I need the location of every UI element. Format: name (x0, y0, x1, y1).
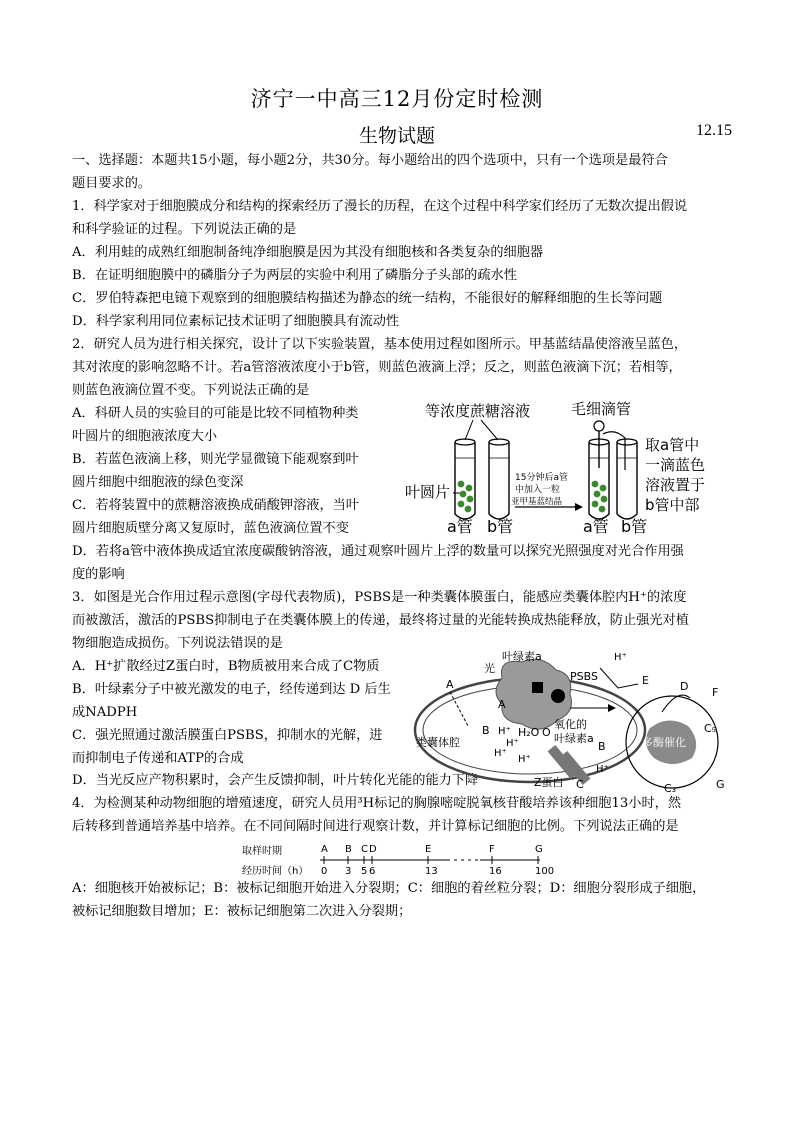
svg-text:H⁺: H⁺ (596, 764, 609, 775)
timeline-time-label: 0 (321, 866, 328, 877)
text-line: 后转移到普通培养基中培养。在不同间隔时间进行观察计数，并计算标记细胞的比例。下列说法正确的是 (72, 819, 679, 834)
svg-text:A: A (446, 678, 454, 691)
timeline-point-label: A (321, 844, 328, 855)
tube-a-left (455, 439, 475, 519)
q2-option-b: B．若蓝色液滴上移，则光学显微镜下能观察到叶 (72, 452, 359, 467)
svg-text:溶液置于: 溶液置于 (645, 476, 706, 494)
svg-text:a管: a管 (583, 517, 609, 536)
tube-b-right (617, 439, 637, 519)
timeline-time-label: 13 (425, 866, 438, 877)
text-line: 一、选择题：本题共15小题，每小题2分，共30分。每小题给出的四个选项中，只有一个选项是最符合 (72, 153, 668, 168)
timeline-time-label: 100 (535, 866, 555, 877)
timeline-time-label: 16 (489, 866, 502, 877)
q3-option-a: A．H⁺扩散经过Z蛋白时，B物质被用来合成了C物质 (72, 659, 380, 674)
section-intro (72, 149, 724, 402)
timeline-row1-label: 取样时期 (242, 846, 282, 857)
question-1-stem: 1．科学家对于细胞膜成分和结构的探索经历了漫长的历程，在这个过程中科学家们经历了无数次提出假说 (72, 199, 688, 214)
q4-stem-block (72, 792, 724, 838)
svg-text:B: B (482, 724, 490, 737)
text-line: A：细胞核开始被标记；B：被标记细胞开始进入分裂期；C：细胞的着丝粒分裂；D：细胞分裂形成子细胞， (72, 881, 706, 896)
q2-options-column (72, 402, 402, 540)
q3-option-d: D．当光反应产物积累时，会产生反馈抑制，叶片转化光能的能力下降 (72, 773, 479, 788)
svg-text:PSBS: PSBS (570, 670, 598, 683)
svg-text:H⁺: H⁺ (614, 652, 627, 663)
q3-options-column (72, 655, 412, 770)
svg-text:取a管中: 取a管中 (645, 436, 700, 454)
text-line: 则蓝色液滴位置不变。下列说法正确的是 (72, 383, 310, 398)
text-line: 物细胞造成损伤。下列说法错误的是 (72, 636, 283, 651)
q4-notes (72, 877, 724, 923)
svg-text:多酶催化: 多酶催化 (642, 736, 686, 749)
tube-a-label: a管 (447, 517, 473, 536)
q1-option-d: D．科学家利用同位素标记技术证明了细胞膜具有流动性 (72, 314, 400, 329)
text-line: 成NADPH (72, 705, 138, 720)
timeline-time-label: 5 (361, 866, 368, 877)
svg-text:Z蛋白: Z蛋白 (534, 776, 564, 789)
text-line: 题目要求的。 (72, 176, 152, 191)
q2-q3-block (72, 540, 724, 655)
q1-option-c: C．罗伯特森把电镜下观察到的细胞膜结构描述为静态的统一结构，不能很好的解释细胞的生长等问题 (72, 291, 663, 306)
q3-option-c: C．强光照通过激活膜蛋白PSBS，抑制水的光解，进 (72, 728, 383, 743)
svg-text:D: D (680, 680, 689, 693)
text-line: 被标记细胞数目增加；E：被标记细胞第二次进入分裂期； (72, 904, 412, 919)
label-dropper: 毛细滴管 (571, 400, 632, 418)
question-2-stem: 2．研究人员为进行相关探究，设计了以下实验装置，基本使用过程如图所示。甲基蓝结晶使溶液呈蓝色， (72, 337, 688, 352)
svg-text:H⁺: H⁺ (494, 748, 507, 759)
svg-text:H⁺: H⁺ (518, 754, 531, 765)
tube-b-left (489, 439, 509, 519)
timeline-point-label: E (425, 844, 432, 855)
svg-text:E: E (642, 674, 649, 687)
timeline-time-label: 3 (345, 866, 352, 877)
question-4-stem: 4．为检测某种动物细胞的增殖速度，研究人员用³H标记的胸腺嘧啶脱氧核苷酸培养该种细胞13小时，然 (72, 796, 682, 811)
svg-text:H⁺: H⁺ (506, 738, 519, 749)
q1-option-a: A．利用蛙的成熟红细胞制备纯净细胞膜是因为其没有细胞核和各类复杂的细胞器 (72, 245, 544, 260)
tube-b-label: b管 (487, 517, 514, 536)
text-line: 而被激活，激活的PSBS抑制电子在类囊体膜上的传递，最终将过量的光能转换成热能释放，防止强光对植 (72, 613, 689, 628)
svg-text:F: F (712, 686, 719, 699)
svg-text:类囊体腔: 类囊体腔 (416, 736, 460, 749)
svg-text:中加入一粒: 中加入一粒 (515, 485, 561, 495)
q2-apparatus-figure (403, 398, 733, 538)
timeline-point-label: D (369, 844, 377, 855)
svg-text:A: A (498, 698, 506, 711)
exam-date: 12.15 (696, 122, 732, 139)
svg-text:H₂O: H₂O (518, 726, 540, 739)
q3-option-b: B．叶绿素分子中被光激发的电子，经传递到达 D 后生 (72, 682, 391, 697)
svg-text:C₃: C₃ (664, 782, 677, 794)
q1-option-b: B．在证明细胞膜中的磷脂分子为两层的实验中利用了磷脂分子头部的疏水性 (72, 268, 517, 283)
exam-subtitle: 生物试题 (358, 125, 435, 147)
svg-text:b管: b管 (621, 517, 648, 536)
timeline-point-label: F (489, 844, 495, 855)
timeline-time-label: 6 (369, 866, 376, 877)
text-line: 和科学验证的过程。下列说法正确的是 (72, 222, 297, 237)
svg-text:亚甲基蓝结晶: 亚甲基蓝结晶 (511, 497, 563, 507)
label-disc: 叶圆片 (405, 483, 451, 501)
svg-text:C: C (576, 778, 584, 791)
svg-text:光: 光 (484, 662, 495, 675)
svg-text:G: G (716, 778, 725, 791)
timeline-point-label: C (361, 844, 368, 855)
svg-text:叶绿素a: 叶绿素a (502, 650, 542, 663)
svg-text:15分钟后a管: 15分钟后a管 (515, 473, 568, 483)
q3-photosynthesis-figure (410, 648, 730, 794)
text-line: 而抑制电子传递和ATP的合成 (72, 751, 244, 766)
svg-text:B: B (598, 740, 606, 753)
svg-text:一滴蓝色: 一滴蓝色 (645, 456, 706, 474)
text-line: 圆片细胞中细胞液的绿色变深 (72, 475, 244, 490)
svg-text:H⁺: H⁺ (498, 726, 511, 737)
text-line: 度的影响 (72, 567, 125, 582)
timeline-row2-label: 经历时间（h） (242, 866, 309, 877)
q2-option-d: D．若将a管中液体换成适宜浓度碳酸钠溶液，通过观察叶圆片上浮的数量可以探究光照强度对光合作用强 (72, 544, 684, 559)
exam-title: 济宁一中高三12月份定时检测 (250, 87, 544, 111)
text-line: 圆片细胞质壁分离又复原时，蓝色液滴位置不变 (72, 521, 349, 536)
timeline-point-label: G (535, 844, 543, 855)
svg-text:叶绿素a: 叶绿素a (554, 732, 594, 745)
q4-timeline (240, 840, 560, 882)
question-3-stem: 3．如图是光合作用过程示意图(字母代表物质)，PSBS是一种类囊体膜蛋白，能感应类囊体腔内H⁺的浓度 (72, 590, 687, 605)
q2-option-a: A．科研人员的实验目的可能是比较不同植物种类 (72, 406, 359, 421)
timeline-point-label: B (345, 844, 352, 855)
svg-text:O: O (542, 726, 551, 739)
label-solution: 等浓度蔗糖溶液 (425, 402, 531, 420)
svg-text:C₅: C₅ (704, 722, 717, 735)
svg-text:b管中部: b管中部 (645, 496, 700, 514)
svg-text:氧化的: 氧化的 (554, 718, 587, 731)
q2-option-c: C．若将装置中的蔗糖溶液换成硝酸钾溶液，当叶 (72, 498, 360, 513)
text-line: 其对浓度的影响忽略不计。若a管溶液浓度小于b管，则蓝色液滴上浮；反之，则蓝色液滴下沉；若相等， (72, 360, 682, 375)
text-line: 叶圆片的细胞液浓度大小 (72, 429, 218, 444)
